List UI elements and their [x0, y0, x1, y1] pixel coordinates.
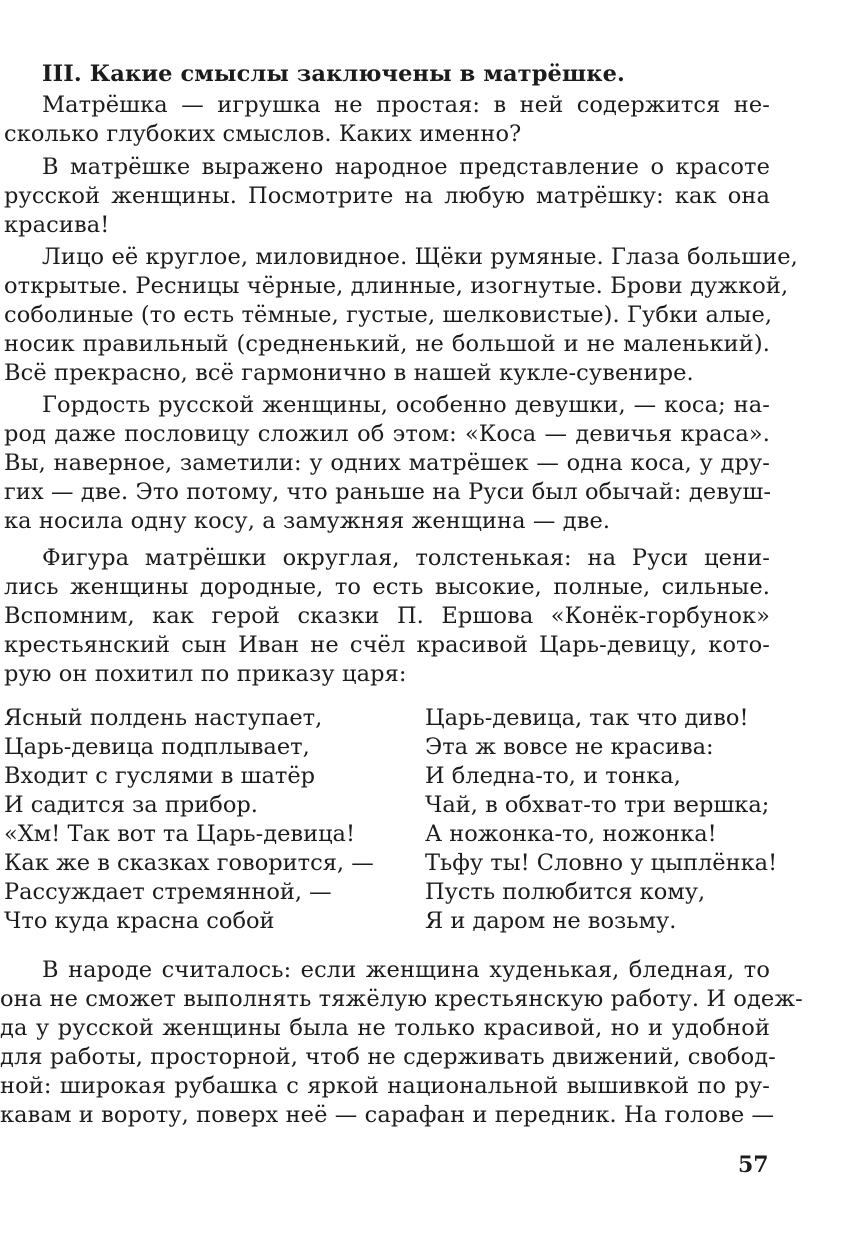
text-line: лись женщины дородные, то есть высокие, полные, сильные. [4, 574, 770, 600]
verse-line: Царь-девица подплывает, [4, 734, 310, 760]
verse-line: Входит с гуслями в шатёр [4, 763, 316, 789]
text-line: Вы, наверное, заметили: у одних матрёшек — одна коса, у дру- [4, 450, 770, 476]
text-line: ной: широкая рубашка с яркой национальной вышивкой по ру- [0, 1073, 770, 1099]
section-heading: III. Какие смыслы заключены в матрёшке. [42, 61, 625, 87]
text-line: Вспомним, как герой сказки П. Ершова «Конёк-горбунок» [4, 603, 770, 629]
text-line: рую он похитил по приказу царя: [4, 661, 407, 687]
text-line: она не сможет выполнять тяжёлую крестьянскую работу. И одеж- [0, 986, 803, 1012]
verse-line: И бледна-то, и тонка, [425, 763, 681, 789]
text-line: род даже пословицу сложил об этом: «Коса — девичья краса». [4, 421, 770, 447]
verse-line: И садится за прибор. [4, 792, 258, 818]
verse-line: Чай, в обхват-то три вершка; [425, 792, 770, 818]
verse-line: А ножонка-то, ножонка! [425, 821, 717, 847]
text-line: В матрёшке выражено народное представление о красоте [42, 154, 770, 180]
verse-line: Я и даром не возьму. [425, 908, 677, 934]
text-line: для работы, просторной, чтоб не сдерживать движений, свобод- [0, 1044, 776, 1070]
verse-line: Пусть полюбится кому, [425, 879, 706, 905]
verse-line: Ясный полдень наступает, [4, 705, 323, 731]
text-line: крестьянский сын Иван не счёл красивой Царь-девицу, кото- [4, 632, 770, 658]
verse-line: Тьфу ты! Словно у цыплёнка! [425, 850, 778, 876]
verse-line: Рассуждает стремянной, — [4, 879, 332, 905]
verse-line: Царь-девица, так что диво! [425, 705, 749, 731]
text-line: Фигура матрёшки округлая, толстенькая: на Руси цени- [42, 545, 770, 571]
verse-line: «Хм! Так вот та Царь-девица! [4, 821, 355, 847]
text-line: гих — две. Это потому, что раньше на Руси был обычай: девуш- [4, 479, 772, 505]
page-number: 57 [738, 1152, 769, 1178]
text-line: Гордость русской женщины, особенно девушки, — коса; на- [42, 392, 770, 418]
text-line: кавам и вороту, поверх неё — сарафан и передник. На голове — [0, 1102, 775, 1128]
verse-line: Что куда красна собой [4, 908, 275, 934]
text-line: ка носила одну косу, а замужняя женщина — две. [4, 508, 611, 534]
text-line: В народе считалось: если женщина худенькая, бледная, то [42, 957, 770, 983]
text-line: Всё прекрасно, всё гармонично в нашей кукле-сувенире. [4, 360, 694, 386]
text-line: открытые. Ресницы чёрные, длинные, изогнутые. Брови дужкой, [4, 273, 789, 299]
text-line: красива! [4, 212, 110, 238]
text-line: носик правильный (средненький, не большой и не маленький). [4, 331, 770, 357]
verse-line: Эта ж вовсе не красива: [425, 734, 714, 760]
verse-line: Как же в сказках говорится, — [4, 850, 374, 876]
text-line: Матрёшка — игрушка не простая: в ней содержится не- [42, 92, 770, 118]
text-line: русской женщины. Посмотрите на любую матрёшку: как она [4, 183, 770, 209]
text-line: да у русской женщины была не только красивой, но и удобной [0, 1015, 770, 1041]
text-line: соболиные (то есть тёмные, густые, шелковистые). Губки алые, [4, 302, 773, 328]
text-line: Лицо её круглое, миловидное. Щёки румяные. Глаза большие, [42, 244, 798, 270]
text-line: сколько глубоких смыслов. Каких именно? [4, 121, 522, 147]
